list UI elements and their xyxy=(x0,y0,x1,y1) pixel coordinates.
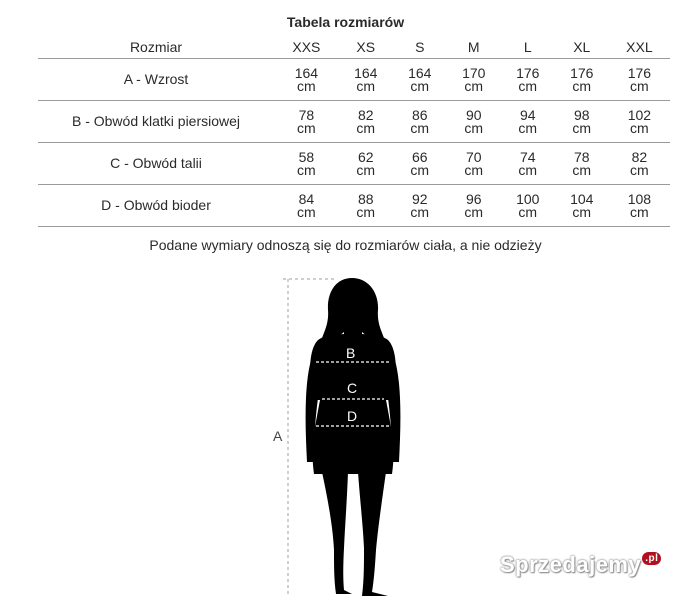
cell-value: 104 xyxy=(570,190,594,207)
cell-unit: cm xyxy=(464,161,484,178)
header-size: XXS xyxy=(274,36,339,59)
cell-value: 100 xyxy=(516,190,540,207)
cell-value: 102 xyxy=(627,106,652,123)
row-label: C - Obwód talii xyxy=(38,143,274,185)
cell-value: 74 xyxy=(519,148,536,165)
cell-unit: cm xyxy=(630,119,649,136)
cell-value: 88 xyxy=(357,190,374,207)
site-watermark xyxy=(500,552,661,578)
row-label: B - Obwód klatki piersiowej xyxy=(38,101,274,143)
row-label: A - Wzrost xyxy=(38,59,274,101)
header-label: Rozmiar xyxy=(38,36,274,59)
cell-value: 170 xyxy=(462,64,486,81)
cell-value: 90 xyxy=(465,106,482,123)
marker-d-label: D xyxy=(347,408,358,424)
cell-value: 58 xyxy=(298,148,315,165)
cell-unit: cm xyxy=(572,203,592,220)
row-label: D - Obwód bioder xyxy=(38,185,274,227)
cell-unit: cm xyxy=(410,161,430,178)
header-size: XL xyxy=(555,36,609,59)
cell-unit: cm xyxy=(410,203,430,220)
cell-unit: cm xyxy=(572,161,592,178)
header-size: M xyxy=(447,36,501,59)
cell-value: 108 xyxy=(627,190,652,207)
cell-value: 66 xyxy=(411,148,428,165)
cell-value: 176 xyxy=(570,64,594,81)
header-size: L xyxy=(501,36,555,59)
cell-unit: cm xyxy=(630,203,649,220)
cell-unit: cm xyxy=(464,203,484,220)
cell-unit: cm xyxy=(356,161,376,178)
cell-unit: cm xyxy=(356,119,376,136)
cell-value: 98 xyxy=(573,106,590,123)
header-size: XS xyxy=(339,36,393,59)
cell-value: 82 xyxy=(357,106,374,123)
cell-unit: cm xyxy=(572,77,592,94)
cell-unit: cm xyxy=(518,203,538,220)
cell-unit: cm xyxy=(518,161,538,178)
cell-value: 94 xyxy=(519,106,536,123)
header-size: XXL xyxy=(609,36,670,59)
cell-value: 78 xyxy=(298,106,315,123)
cell-value: 84 xyxy=(298,190,315,207)
cell-value: 92 xyxy=(411,190,428,207)
header-size: S xyxy=(393,36,447,59)
cell-unit: cm xyxy=(518,119,538,136)
cell-unit: cm xyxy=(297,203,316,220)
cell-value: 176 xyxy=(627,64,652,81)
cell-value: 86 xyxy=(411,106,428,123)
cell-unit: cm xyxy=(630,77,649,94)
cell-value: 82 xyxy=(631,148,648,165)
cell-value: 164 xyxy=(354,64,378,81)
cell-unit: cm xyxy=(410,77,430,94)
cell-value: 78 xyxy=(573,148,590,165)
cell-value: 62 xyxy=(357,148,374,165)
cell-value: 164 xyxy=(294,64,319,81)
cell-unit: cm xyxy=(297,119,316,136)
cell-value: 96 xyxy=(465,190,482,207)
cell-unit: cm xyxy=(297,77,316,94)
table-title: Tabela rozmiarów xyxy=(286,14,405,30)
cell-value: 70 xyxy=(465,148,482,165)
marker-c-label: C xyxy=(347,380,358,396)
cell-unit: cm xyxy=(356,203,376,220)
cell-unit: cm xyxy=(464,77,484,94)
cell-value: 176 xyxy=(516,64,540,81)
cell-unit: cm xyxy=(630,161,649,178)
cell-unit: cm xyxy=(572,119,592,136)
measurement-note: Podane wymiary odnoszą się do rozmiarów ciała, a nie odzieży xyxy=(149,237,542,253)
watermark-text: Sprzedajemy xyxy=(500,552,642,577)
cell-unit: cm xyxy=(410,119,430,136)
cell-unit: cm xyxy=(356,77,376,94)
marker-a-label: A xyxy=(273,428,283,444)
marker-b-label: B xyxy=(346,345,356,361)
watermark-badge: .pl xyxy=(642,552,661,565)
woman-silhouette xyxy=(306,278,401,596)
cell-unit: cm xyxy=(297,161,316,178)
cell-unit: cm xyxy=(464,119,484,136)
cell-unit: cm xyxy=(518,77,538,94)
cell-value: 164 xyxy=(408,64,432,81)
